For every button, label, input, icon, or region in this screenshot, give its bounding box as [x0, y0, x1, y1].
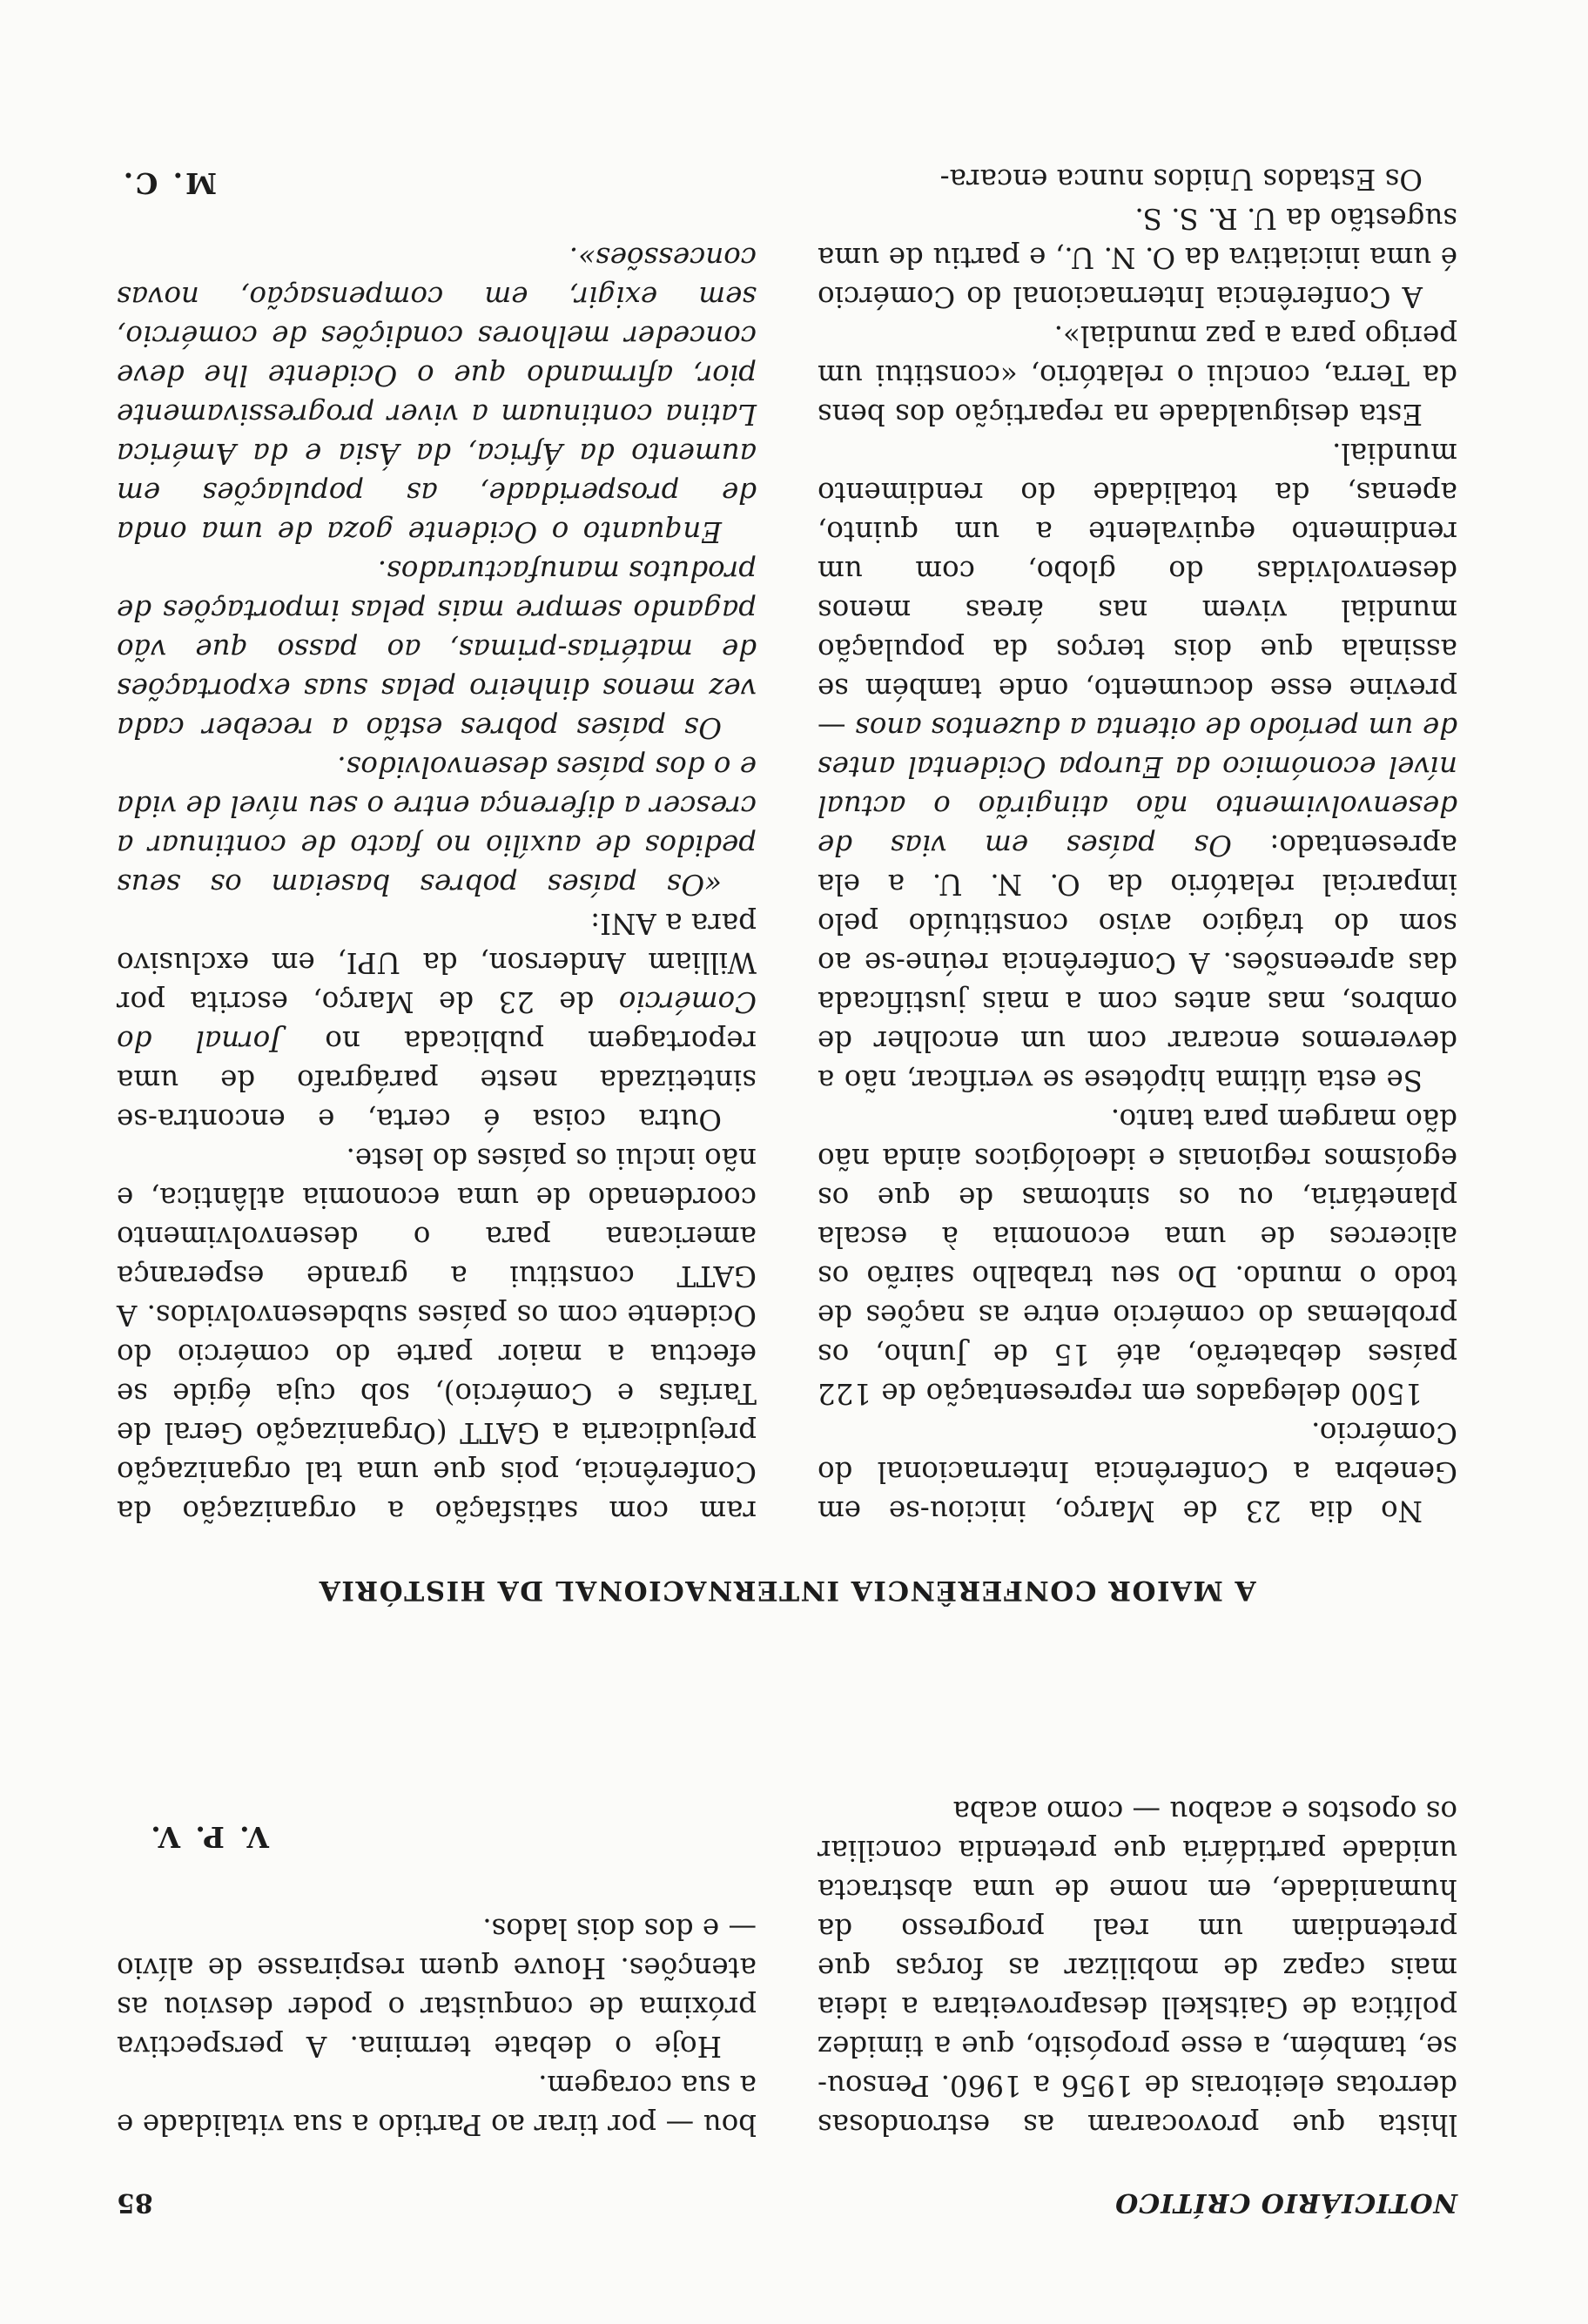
paragraph: Hoje o debate termina. A perspectiva próxima de conquistar o poder desviou as atenções. Houve quem respirasse de alívio — e dos dois lados. — [117, 1912, 757, 2063]
signature-vpv: V. P. V. — [148, 1820, 269, 1854]
quoted-paragraph: Enquanto o Ocidente goza de uma onda de prosperidade, as populações em aumento da África, da Ásia e da América Latina continuam a viver progressivamente pior, afirmando que o Ocidente lhe deve conceder melhores condições de comércio, sem exigir, em compensação, novas concessões». — [117, 241, 757, 548]
signature-mc: M. C. — [120, 166, 217, 200]
paragraph: Esta desigualdade na repartição dos bens da Terra, conclui o relatório, «constitui um perigo para a paz mundial». — [818, 319, 1457, 431]
paragraph: No dia 23 de Março, iniciou-se em Genebra a Conferência Internacional do Comércio. — [818, 1416, 1457, 1528]
text-run: Se esta última hipótese se verificar, não a deveremos encarar com um encolher de ombros, mas antes com a mais justificada das apreensões. A Conferência reúne-se ao som do trágico aviso constituído pelo imparcial relatório da O. N. U. a ela apresentado: — [818, 829, 1457, 1097]
quoted-paragraph: Os países pobres estão a receber cada vez menos dinheiro pelas suas exportações de matérias-primas, ao passo que vão pagando sempre mais pelas importações de produtos manufacturados. — [117, 554, 757, 744]
paragraph — [117, 903, 757, 1138]
italic-quote: Os países em vias de desenvolvimento não atingirão o actual nível económico da Europa Ocidental antes de um período de oitenta a duzentos anos — [818, 711, 1457, 862]
paragraph: bou — por tirar ao Partido a sua vitalidade e a sua coragem. — [117, 2069, 757, 2141]
article-right-column — [117, 164, 757, 1530]
running-title: NOTICIÁRIO CRÍTICO — [1114, 2187, 1457, 2218]
page-number: 85 — [117, 2187, 153, 2218]
newspaper-title: Jornal do Comércio — [117, 985, 757, 1058]
paragraph: Os Estados Unidos nunca encara- — [939, 163, 1423, 196]
text-run: Outra coisa é certa, e encontra-se sintetizada neste parágrafo de uma reportagem publicada no — [117, 1024, 757, 1136]
running-header — [117, 2183, 1457, 2218]
article-heading: A MAIOR CONFERÊNCIA INTERNACIONAL DA HISTÓRIA — [318, 1575, 1256, 1606]
quoted-paragraph: «Os países pobres baseiam os seus pedidos de auxílio no facto de continuar a crescer a diferença entre o seu nível de vida e o dos países desenvolvidos. — [117, 750, 757, 901]
text-run: de 23 de Março, escrita por William Anderson, da UPI, em exclusivo para a ANI: — [117, 907, 757, 1018]
paragraph: ram com satisfação a organização da Conferência, pois que uma tal organização prejudicaria a GATT (Organização Geral de Tarifas e Comércio), sob cuja égide se efectua a maior parte do comércio do Ocidente com os países subdesenvolvidos. A GATT constitui a grande esperança americana para o desenvolvimento coordenado de uma economia atlântica, e não inclui os países do leste. — [117, 1142, 757, 1528]
paragraph: 1500 delegados em representação de 122 países debaterão, até 15 de Junho, os problemas do comércio entre as nações de todo o mundo. Do seu trabalho sairão os alicerces de uma economia à escala planetária, ou os sintomas de que os egoísmos regionais e ideológicos ainda não dão margem para tanto. — [818, 1103, 1457, 1410]
paragraph: lhista que provocaram as estrondosas derrotas eleitorais de 1956 a 1960. Pensou-se, também, a esse propósito, que a timidez política de Gaitskell desaproveitara a ideia mais capaz de mobilizar as forças que pretendiam um real progresso da humanidade, em nome de uma abstracta unidade partidária que pretendia conciliar os opostos e acabou — como acaba — [818, 1795, 1457, 2141]
text-run: — previne esse documento, onde também se assinala que dois terços da população mundial vivem nas áreas menos desenvolvidas do globo, com um rendimento equivalente a um quinto, apenas, da totalidade do rendimento mundial. — [818, 437, 1457, 744]
paragraph: A Conferência Internacional do Comércio é uma iniciativa da O. N. U., e partiu de uma sugestão da U. R. S. S. — [818, 202, 1457, 313]
top-left-column — [818, 1791, 1457, 2144]
top-right-column — [117, 1817, 757, 2144]
paragraph — [818, 433, 1457, 1099]
article-left-column — [818, 159, 1457, 1530]
